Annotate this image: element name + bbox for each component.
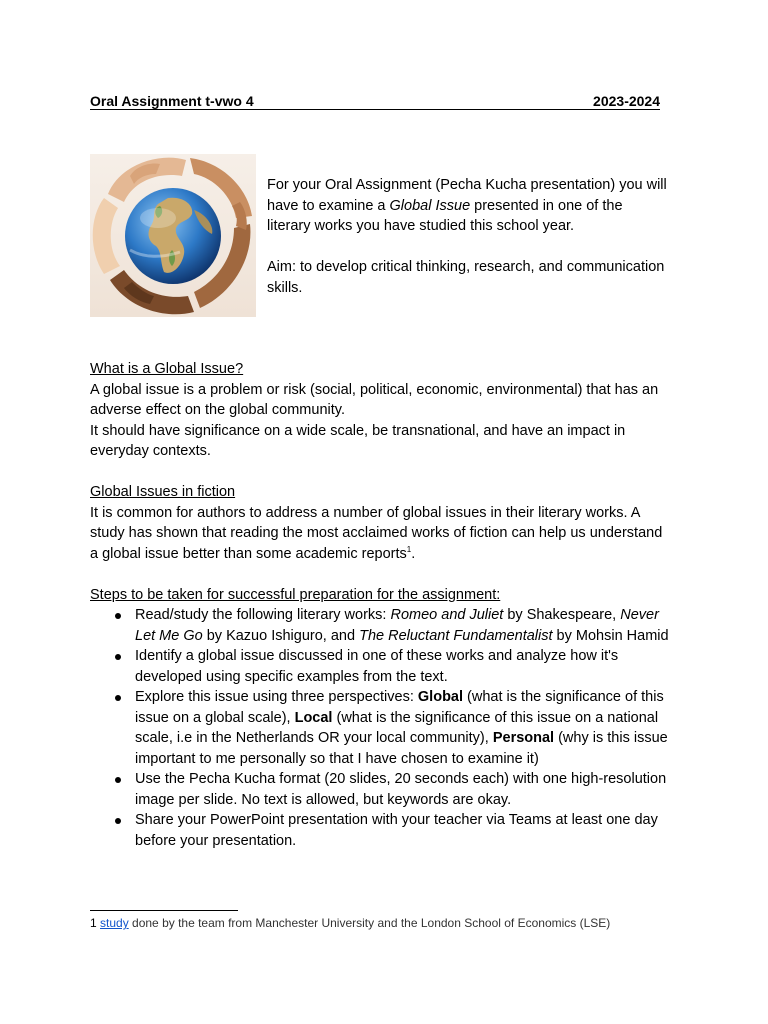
- fiction-period: .: [411, 545, 416, 562]
- significance-paragraph: It should have significance on a wide scale, be transnational, and have an impact in everyday contexts.: [90, 422, 626, 459]
- study-link[interactable]: study: [100, 916, 129, 930]
- footnote-number: 1: [90, 916, 101, 930]
- footnote-reference[interactable]: 1: [406, 544, 412, 554]
- list-item: Identify a global issue discussed in one of these works and analyze how it's developed using specific examples from the text.: [90, 646, 670, 687]
- list-item: Share your PowerPoint presentation with your teacher via Teams at least one day before your presentation.: [90, 810, 670, 851]
- work-romeo-juliet: Romeo and Juliet: [390, 607, 504, 623]
- global-issue-emphasis: Global Issue: [389, 197, 471, 214]
- steps-list: [90, 605, 670, 851]
- list-item: [90, 687, 670, 769]
- footnote-divider: [90, 910, 238, 911]
- document-body: [90, 359, 670, 851]
- document-header: [90, 94, 660, 110]
- perspective-local: Local: [294, 709, 333, 726]
- footnote: [90, 915, 690, 931]
- intro-text-b: presented in one of the literary works you have studied this school year.: [267, 197, 623, 234]
- step1-text-b: by Shakespeare,: [503, 607, 621, 623]
- list-item: [90, 605, 670, 646]
- work-reluctant-fundamentalist: The Reluctant Fundamentalist: [359, 627, 553, 644]
- fiction-paragraph: [90, 503, 670, 565]
- footnote-text: done by the team from Manchester University and the London School of Economics (LSE): [128, 916, 611, 930]
- step3-text-c: (what is the significance of this issue on a national scale, i.e in the Netherlands OR your local community),: [135, 709, 659, 746]
- intro-text: [267, 175, 667, 298]
- step3-text: Explore this issue using three perspectives:: [135, 689, 418, 705]
- school-year: 2023-2024: [593, 93, 660, 109]
- globe-hands-icon: [90, 154, 256, 317]
- intro-paragraph: [267, 175, 667, 237]
- definition-paragraph: A global issue is a problem or risk (social, political, economic, environmental) that has an adverse effect on the global community.: [90, 381, 659, 418]
- step1-text: Read/study the following literary works:: [135, 607, 391, 623]
- step3-text-b: (what is the significance of this issue on a global scale),: [135, 689, 664, 726]
- list-item: Use the Pecha Kucha format (20 slides, 20 seconds each) with one high-resolution image per slide. No text is allowed, but keywords are okay.: [90, 769, 670, 810]
- aim-paragraph: Aim: to develop critical thinking, research, and communication skills.: [267, 259, 665, 296]
- work-never-let-me-go: Never Let Me Go: [135, 607, 659, 644]
- step1-text-c: by Kazuo Ishiguro, and: [202, 627, 360, 644]
- perspective-global: Global: [417, 689, 464, 705]
- intro-text-a: For your Oral Assignment (Pecha Kucha presentation) you will have to examine a: [267, 177, 667, 214]
- section-heading-global-issue: What is a Global Issue?: [90, 361, 244, 377]
- assignment-title: Oral Assignment t-vwo 4: [90, 93, 254, 109]
- fiction-text: It is common for authors to address a number of global issues in their literary works. A study has shown that reading the most acclaimed works of fiction can help us understand a global issue better than some academic reports: [90, 504, 663, 562]
- section-heading-steps: Steps to be taken for successful preparation for the assignment:: [90, 586, 501, 603]
- perspective-personal: Personal: [492, 730, 555, 746]
- section-heading-fiction: Global Issues in fiction: [90, 484, 236, 500]
- step1-text-d: by Mohsin Hamid: [552, 627, 669, 644]
- step3-text-d: (why is this issue important to me personally so that I have chosen to examine it): [135, 730, 668, 767]
- globe-hands-image: [90, 154, 256, 317]
